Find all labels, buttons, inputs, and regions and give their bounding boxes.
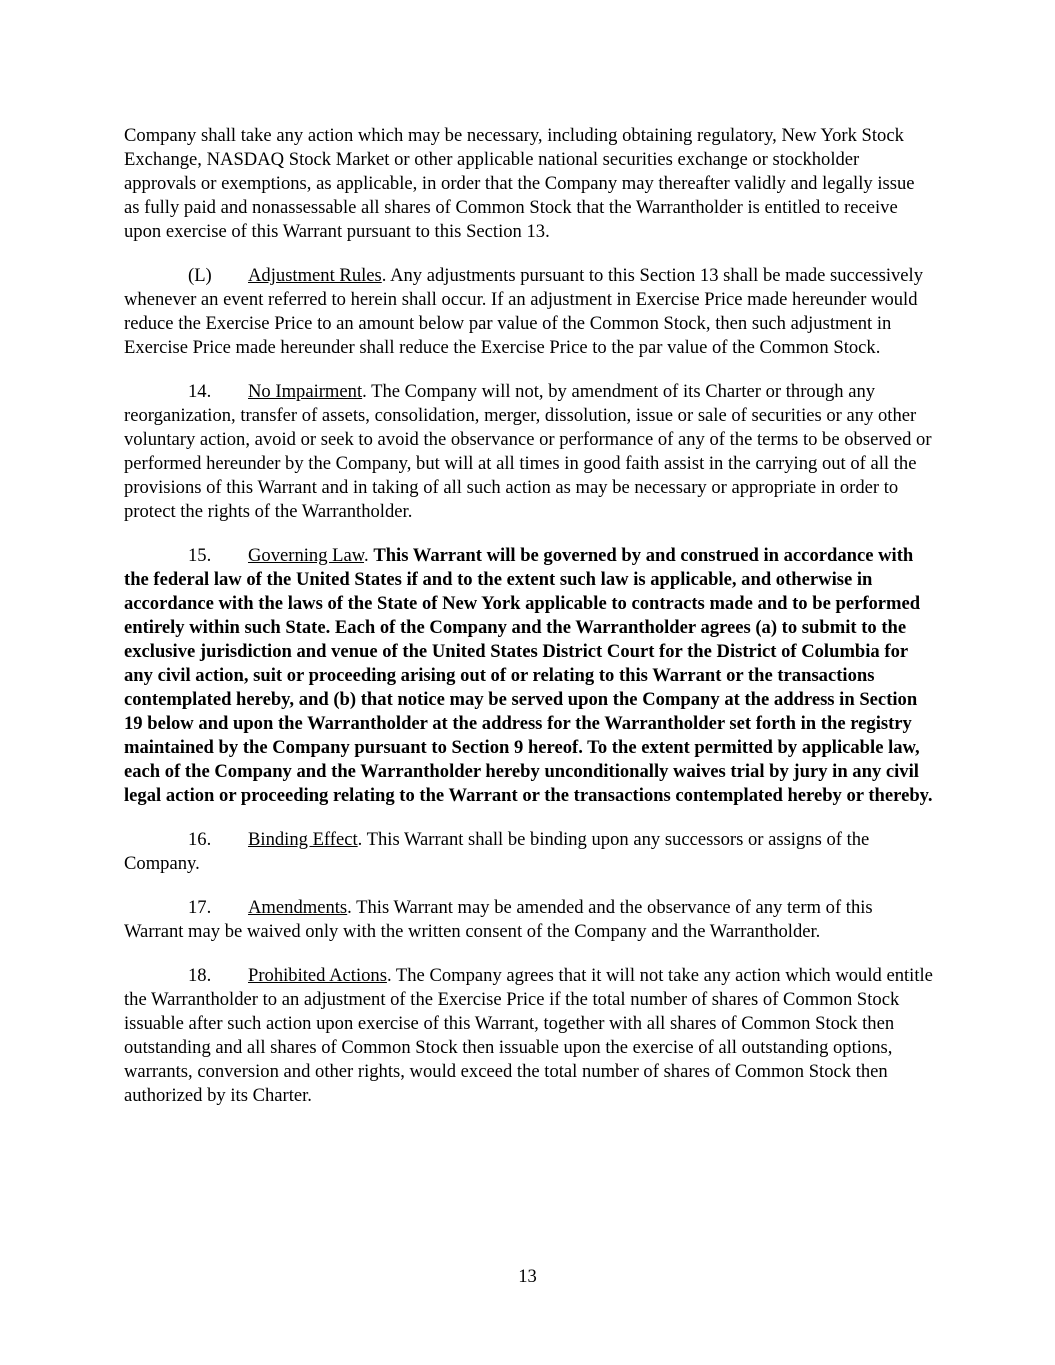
paragraph-text: The Company agrees that it will not take any action which would entitle the Warrantholder to an adjustment of the Exercise Price if the total number of shares of Common Stock issuable after such action upon exercise of this Warrant, together with all shares of Common Stock then outstanding and all shares of Common Stock then issuable upon the exercise of all outstanding options, warrants, conversion and other rights, would exceed the total number of shares of Common Stock then authorized by its Charter. bbox=[124, 965, 933, 1106]
section-heading: Governing Law bbox=[248, 545, 365, 566]
section-number: 15. bbox=[188, 545, 212, 566]
paragraph-prohibited-actions: 18. Prohibited Actions. The Company agrees that it will not take any action which would entitle the Warrantholder to an adjustment of the Exercise Price if the total number of shares of Common Stock issuable after such action upon exercise of this Warrant, together with all shares of Common Stock then outstanding and all shares of Common Stock then issuable upon the exercise of all outstanding options, warrants, conversion and other rights, would exceed the total number of shares of Common Stock then authorized by its Charter. bbox=[124, 965, 933, 1106]
paragraph-governing-law: 15. Governing Law. This Warrant will be governed by and construed in accordance with the federal law of the United States if and to the extent such law is applicable, and otherwise in accordance with the laws of the State of New York applicable to contracts made and to be performed entirely within such State. Each of the Company and the Warrantholder agrees (a) to submit to the exclusive jurisdiction and venue of the United States District Court for the District of Columbia for any civil action, suit or proceeding arising out of or relating to this Warrant or the transactions contemplated hereby, and (b) that notice may be served upon the Company at the address in Section 19 below and upon the Warrantholder at the address for the Warrantholder set forth in the registry maintained by the Company pursuant to Section 9 hereof. To the extent permitted by applicable law, each of the Company and the Warrantholder hereby unconditionally waives trial by jury in any civil legal action or proceeding relating to the Warrant or the transactions contemplated hereby or thereby. bbox=[124, 545, 933, 806]
paragraph-text: This Warrant may be amended and the observance of any term of this Warrant may be waived only with the written consent of the Company and the Warrantholder. bbox=[124, 897, 873, 942]
section-number: (L) bbox=[188, 265, 212, 286]
paragraph-text: This Warrant will be governed by and construed in accordance with the federal law of the United States if and to the extent such law is applicable, and otherwise in accordance with the laws of the State of New York applicable to contracts made and to be performed entirely within such State. Each of the Company and the Warrantholder agrees (a) to submit to the exclusive jurisdiction and venue of the United States District Court for the District of Columbia for any civil action, suit or proceeding arising out of or relating to this Warrant or the transactions contemplated hereby, and (b) that notice may be served upon the Company at the address in Section 19 below and upon the Warrantholder at the address for the Warrantholder set forth in the registry maintained by the Company pursuant to Section 9 hereof. To the extent permitted by applicable law, each of the Company and the Warrantholder hereby unconditionally waives trial by jury in any civil legal action or proceeding relating to the Warrant or the transactions contemplated hereby or thereby. bbox=[124, 545, 933, 806]
section-heading: Adjustment Rules bbox=[248, 265, 382, 286]
paragraph-no-impairment: 14. No Impairment. The Company will not, by amendment of its Charter or through any reorganization, transfer of assets, consolidation, merger, dissolution, issue or sale of securities or any other voluntary action, avoid or seek to avoid the observance or performance of any of the terms to be observed or performed hereunder by the Company, but will at all times in good faith assist in the carrying out of all the provisions of this Warrant and in taking of all such action as may be necessary or appropriate in order to protect the rights of the Warrantholder. bbox=[124, 381, 932, 522]
paragraph-text: The Company will not, by amendment of its Charter or through any reorganization, transfer of assets, consolidation, merger, dissolution, issue or sale of securities or any other voluntary action, avoid or seek to avoid the observance or performance of any of the terms to be observed or performed hereunder by the Company, but will at all times in good faith assist in the carrying out of all the provisions of this Warrant and in taking of all such action as may be necessary or appropriate in order to protect the rights of the Warrantholder. bbox=[124, 381, 932, 522]
section-number: 17. bbox=[188, 897, 212, 918]
section-heading: Amendments bbox=[248, 897, 348, 918]
paragraph-binding-effect: 16. Binding Effect. This Warrant shall be binding upon any successors or assigns of the Company. bbox=[124, 829, 870, 874]
paragraph-text: This Warrant shall be binding upon any successors or assigns of the Company. bbox=[124, 829, 870, 874]
paragraph-text: Company shall take any action which may be necessary, including obtaining regulatory, New York Stock Exchange, NASDAQ Stock Market or other applicable national securities exchange or stockholder approvals or exemptions, as applicable, in order that the Company may thereafter validly and legally issue as fully paid and nonassessable all shares of Common Stock that the Warrantholder is entitled to receive upon exercise of this Warrant pursuant to this Section 13. bbox=[124, 125, 915, 242]
section-heading: No Impairment bbox=[248, 381, 363, 402]
paragraph-section-13-continuation bbox=[124, 124, 934, 244]
paragraph-text: Any adjustments pursuant to this Section 13 shall be made successively whenever an event referred to herein shall occur. If an adjustment in Exercise Price made hereunder would reduce the Exercise Price to an amount below par value of the Common Stock, then such adjustment in Exercise Price made hereunder shall reduce the Exercise Price to the par value of the Common Stock. bbox=[124, 265, 923, 358]
section-number: 18. bbox=[188, 965, 212, 986]
section-number: 16. bbox=[188, 829, 212, 850]
section-number: 14. bbox=[188, 381, 212, 402]
page-number: 13 bbox=[518, 1266, 537, 1287]
section-heading: Binding Effect bbox=[248, 829, 358, 850]
document-page bbox=[124, 124, 934, 1128]
paragraph-amendments: 17. Amendments. This Warrant may be amended and the observance of any term of this Warrant may be waived only with the written consent of the Company and the Warrantholder. bbox=[124, 897, 873, 942]
section-heading: Prohibited Actions bbox=[248, 965, 387, 986]
paragraph-adjustment-rules: (L) Adjustment Rules. Any adjustments pursuant to this Section 13 shall be made successively whenever an event referred to herein shall occur. If an adjustment in Exercise Price made hereunder would reduce the Exercise Price to an amount below par value of the Common Stock, then such adjustment in Exercise Price made hereunder shall reduce the Exercise Price to the par value of the Common Stock. bbox=[124, 265, 923, 358]
